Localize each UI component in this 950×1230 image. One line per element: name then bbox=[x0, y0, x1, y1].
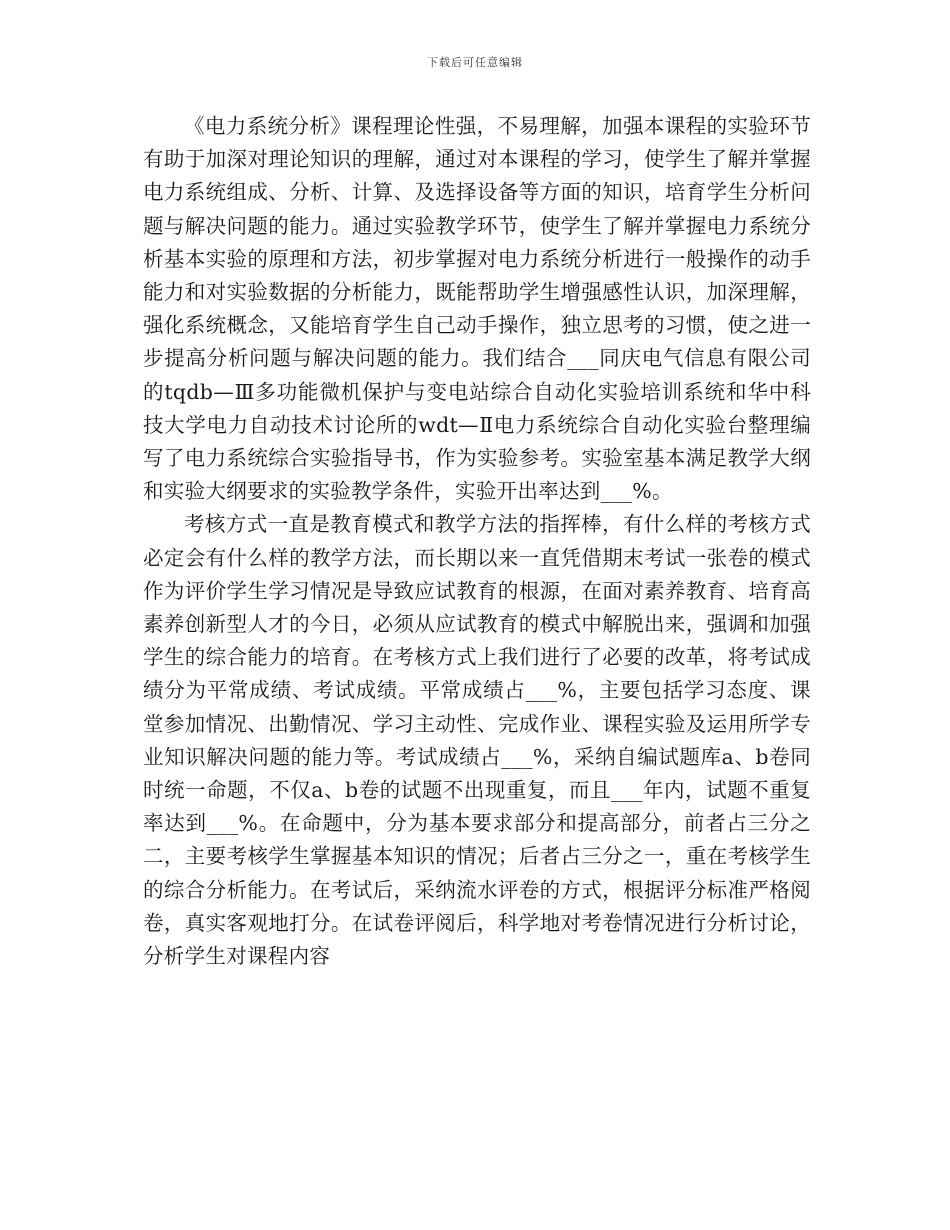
paragraph-course-experiment: 《电力系统分析》课程理论性强，不易理解，加强本课程的实验环节有助于加深对理论知识的理解，通过对本课程的学习，使学生了解并掌握电力系统组成、分析、计算、及选择设备等方面的知识，培育学生分析问题与解决问题的能力。通过实验教学环节，使学生了解并掌握电力系统分析基本实验的原理和方法，初步掌握对电力系统分析进行一般操作的动手能力和对实验数据的分析能力，既能帮助学生增强感性认识，加深理解，强化系统概念，又能培育学生自己动手操作，独立思考的习惯，使之进一步提高分析问题与解决问题的能力。我们结合___同庆电气信息有限公司的tqdb—Ⅲ多功能微机保护与变电站综合自动化实验培训系统和华中科技大学电力自动技术讨论所的wdt—Ⅱ电力系统综合自动化实验台整理编写了电力系统综合实验指导书，作为实验参考。实验室基本满足教学大纲和实验大纲要求的实验教学条件，实验开出率达到___%。 bbox=[143, 114, 811, 504]
page-header: 下载后可任意编辑 bbox=[427, 56, 523, 69]
paragraph-assessment-method: 考核方式一直是教育模式和教学方法的指挥棒，有什么样的考核方式必定会有什么样的教学方法，而长期以来一直凭借期末考试一张卷的模式作为评价学生学习情况是导致应试教育的根源，在面对素养教育、培育高素养创新型人才的今日，必须从应试教育的模式中解脱出来，强调和加强学生的综合能力的培育。在考核方式上我们进行了必要的改革，将考试成绩分为平常成绩、考试成绩。平常成绩占___%，主要包括学习态度、课堂参加情况、出勤情况、学习主动性、完成作业、课程实验及运用所学专业知识解决问题的能力等。考试成绩占___%，采纳自编试题库a、b卷同时统一命题，不仅a、b卷的试题不出现重复，而且___年内，试题不重复率达到___%。在命题中，分为基本要求部分和提高部分，前者占三分之二，主要考核学生掌握基本知识的情况；后者占三分之一，重在考核学生的综合分析能力。在考试后，采纳流水评卷的方式，根据评分标准严格阅卷，真实客观地打分。在试卷评阅后，科学地对考卷情况进行分析讨论，分析学生对课程内容 bbox=[143, 512, 811, 969]
document-body bbox=[143, 110, 811, 973]
